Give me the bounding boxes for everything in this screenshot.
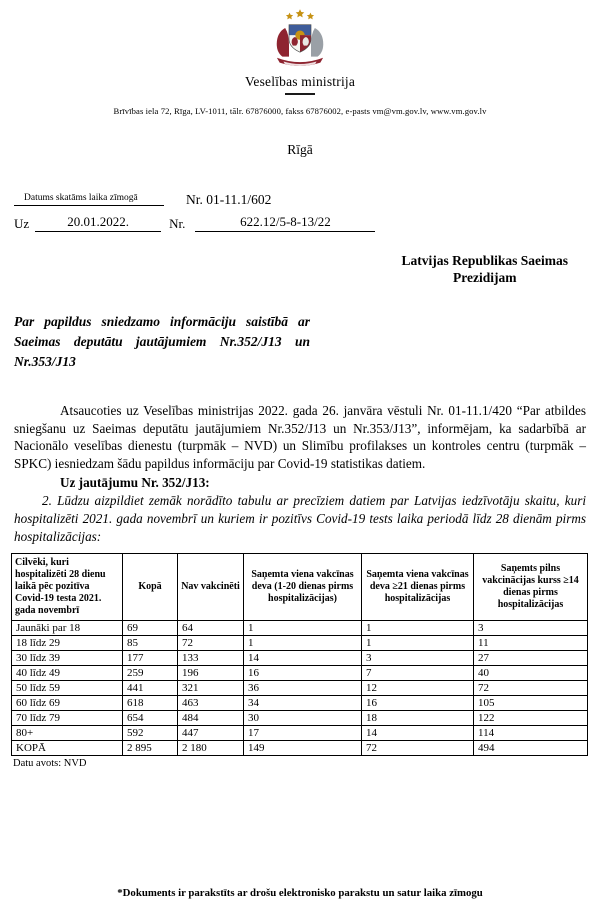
question-heading: Uz jautājumu Nr. 352/J13:: [60, 475, 210, 490]
table-cell: 321: [178, 680, 244, 695]
header-unvaccinated: Nav vakcinēti: [178, 553, 244, 620]
table-row: [12, 665, 588, 680]
table-cell: 463: [178, 695, 244, 710]
table-cell: 1: [244, 620, 362, 635]
timestamp-note: Datums skatāms laika zīmogā: [14, 193, 164, 206]
header-one-dose-21plus: Saņemta viena vakcīnas deva ≥21 dienas pirms hospitalizācijas: [362, 553, 474, 620]
header-people: Cilvēki, kuri hospitalizēti 28 dienu laikā pēc pozitīva Covid-19 testa 2021. gada novembrī: [12, 553, 123, 620]
table-cell: 30 līdz 39: [12, 650, 123, 665]
table-cell: 105: [474, 695, 588, 710]
table-cell: 494: [474, 740, 588, 755]
table-cell: 16: [244, 665, 362, 680]
recipient-line1: Latvijas Republikas Saeimas: [401, 253, 568, 268]
table-cell: 654: [123, 710, 178, 725]
table-cell: 18: [362, 710, 474, 725]
place-line: Rīgā: [287, 142, 313, 157]
reply-number: 622.12/5-8-13/22: [195, 214, 375, 232]
emblem-shield-fields: [289, 25, 311, 54]
table-cell: 69: [123, 620, 178, 635]
table-cell: 2 180: [178, 740, 244, 755]
reply-prefix: Uz: [14, 216, 30, 231]
table-cell: 80+: [12, 725, 123, 740]
data-source-note: Datu avots: NVD: [13, 757, 87, 769]
table-cell: 16: [362, 695, 474, 710]
ministry-name: Veselības ministrija: [244, 74, 356, 89]
table-cell: 149: [244, 740, 362, 755]
table-cell: 12: [362, 680, 474, 695]
table-cell: 17: [244, 725, 362, 740]
table-cell: 72: [474, 680, 588, 695]
table-cell: 484: [178, 710, 244, 725]
latvia-coat-of-arms-icon: [267, 8, 333, 70]
table-row: [12, 620, 588, 635]
table-cell: 618: [123, 695, 178, 710]
emblem-griffin-supporter: [311, 28, 323, 57]
table-cell: 196: [178, 665, 244, 680]
table-cell: 34: [244, 695, 362, 710]
table-cell: 72: [362, 740, 474, 755]
table-cell: 2 895: [123, 740, 178, 755]
table-cell: 11: [474, 635, 588, 650]
table-cell: 441: [123, 680, 178, 695]
emblem-lion-supporter: [277, 28, 289, 57]
header-total: Kopā: [123, 553, 178, 620]
table-cell: 3: [474, 620, 588, 635]
table-cell: 40 līdz 49: [12, 665, 123, 680]
table-cell: 1: [362, 620, 474, 635]
table-cell: 114: [474, 725, 588, 740]
table-cell: 1: [362, 635, 474, 650]
table-row: [12, 725, 588, 740]
table-cell: 40: [474, 665, 588, 680]
table-row: [12, 635, 588, 650]
table-cell: 122: [474, 710, 588, 725]
body-paragraph: Atsaucoties uz Veselības ministrijas 2022. gada 26. janvāra vēstuli Nr. 01-11.1/420 “Par atbildes sniegšanu uz Saeimas deputātu jautājumiem Nr.352/J13 un Nr.353/J13”, informējam, ka sadarbībā ar Nacionālo veselības dienestu (turpmāk – NVD) un Slimību profilakses un kontroles centru (turpmāk – SPKC) iesniedzam šādu papildus informāciju par Covid-19 statistikas datiem.: [14, 403, 586, 471]
header-one-dose-1-20: Saņemta viena vakcīnas deva (1-20 dienas pirms hospitalizācijas): [244, 553, 362, 620]
table-row-total: [12, 740, 588, 755]
table-cell: 592: [123, 725, 178, 740]
letterhead-divider: [285, 93, 315, 95]
hospitalization-table: [11, 553, 588, 756]
table-cell: 72: [178, 635, 244, 650]
recipient-line2: Prezidijam: [452, 270, 517, 285]
document-number: Nr. 01-11.1/602: [186, 192, 272, 207]
table-cell: KOPĀ: [12, 740, 123, 755]
reference-block: [14, 190, 586, 232]
table-cell: 85: [123, 635, 178, 650]
table-cell: 60 līdz 69: [12, 695, 123, 710]
recipient-block: [401, 252, 568, 286]
table-cell: 70 līdz 79: [12, 710, 123, 725]
table-cell: 14: [362, 725, 474, 740]
table-cell: 50 līdz 59: [12, 680, 123, 695]
table-cell: 3: [362, 650, 474, 665]
question-text: 2. Lūdzu aizpildiet zemāk norādīto tabulu ar precīziem datiem par Latvijas iedzīvotāju skaitu, kuri hospitalizēti 2021. gada novembrī un kuriem ir pozitīvs Covid-19 tests laika periodā līdz 28 dienām pirms hospitalizācijas:: [14, 492, 586, 544]
table-cell: 14: [244, 650, 362, 665]
subject-line: Par papildus sniedzamo informāciju saistībā ar Saeimas deputātu jautājumiem Nr.352/J13 un Nr.353/J13: [14, 314, 310, 369]
signature-footnote: *Dokuments ir parakstīts ar drošu elektronisko parakstu un satur laika zīmogu: [117, 887, 483, 899]
reply-date: 20.01.2022.: [35, 214, 161, 232]
table-header-row: [12, 553, 588, 620]
emblem-stars: [286, 9, 314, 19]
table-row: [12, 710, 588, 725]
table-cell: 1: [244, 635, 362, 650]
table-cell: 18 līdz 29: [12, 635, 123, 650]
table-cell: 177: [123, 650, 178, 665]
table-row: [12, 695, 588, 710]
table-cell: 447: [178, 725, 244, 740]
reply-nr-label: Nr.: [169, 216, 186, 231]
table-cell: 7: [362, 665, 474, 680]
letterhead: [14, 8, 586, 158]
table-row: [12, 650, 588, 665]
table-row: [12, 680, 588, 695]
table-cell: 133: [178, 650, 244, 665]
table-cell: 36: [244, 680, 362, 695]
table-cell: Jaunāki par 18: [12, 620, 123, 635]
contact-line: Brīvības iela 72, Rīga, LV-1011, tālr. 67876000, fakss 67876002, e-pasts vm@vm.gov.lv, www.vm.gov.lv: [113, 106, 487, 116]
table-cell: 30: [244, 710, 362, 725]
table-cell: 259: [123, 665, 178, 680]
table-cell: 64: [178, 620, 244, 635]
table-cell: 27: [474, 650, 588, 665]
header-full-course: Saņemts pilns vakcinācijas kurss ≥14 dienas pirms hospitalizācijas: [474, 553, 588, 620]
